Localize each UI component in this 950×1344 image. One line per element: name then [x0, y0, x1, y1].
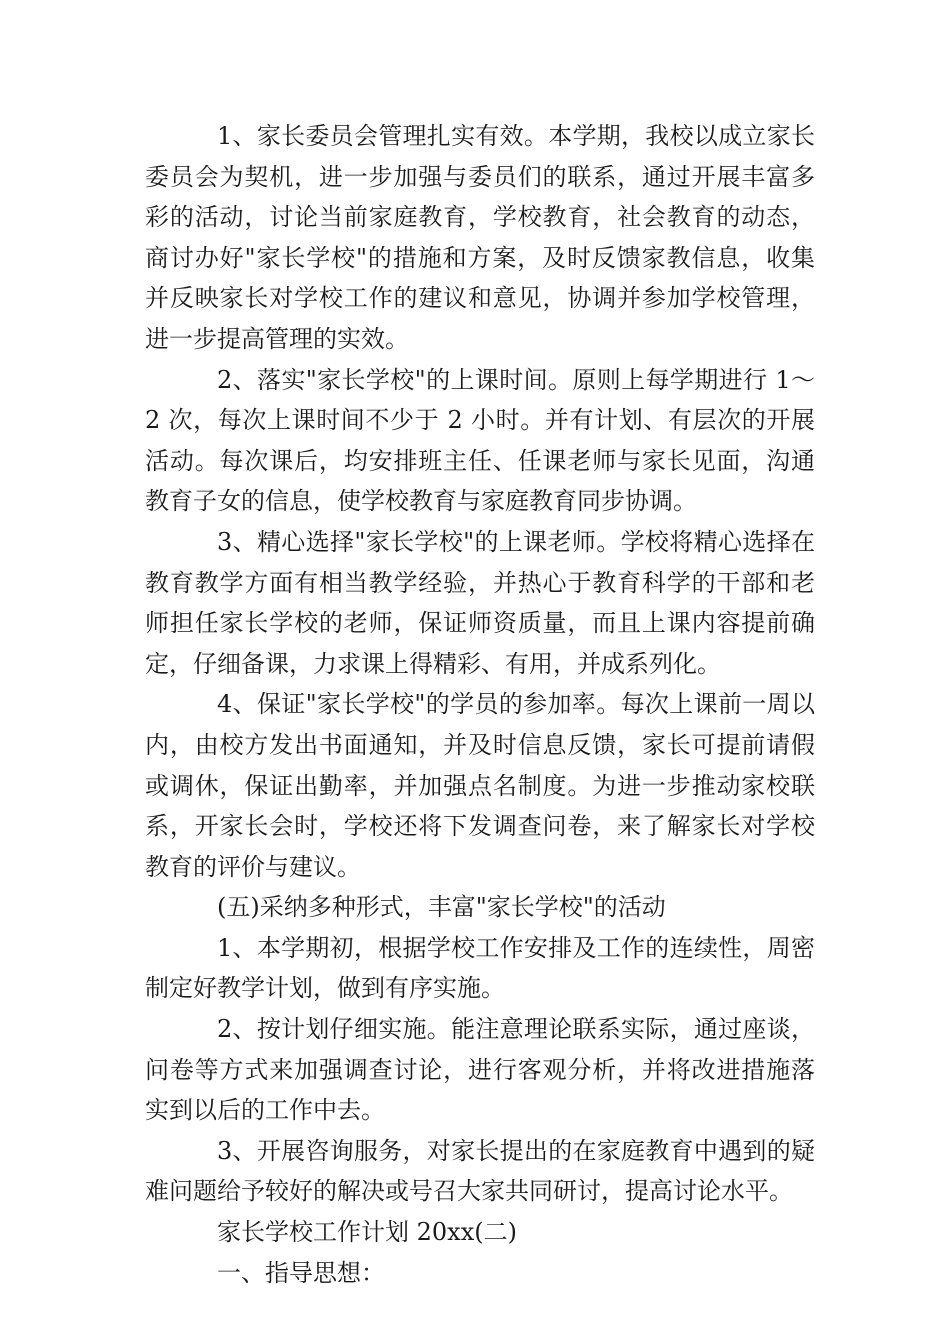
paragraph-attendance: 4、保证"家长学校"的学员的参加率。每次上课前一周以内，由校方发出书面通知，并及时信息反馈，家长可提前请假或调休，保证出勤率，并加强点名制度。为进一步推动家校联系，开家长会时，学校还将下发调查问卷，来了解家长对学校教育的评价与建议。 — [145, 690, 815, 881]
section-heading-activities: (五)采纳多种形式，丰富"家长学校"的活动 — [217, 893, 666, 922]
document-subtitle: 家长学校工作计划 20xx(二) — [217, 1218, 517, 1247]
paragraph-implementation: 2、按计划仔细实施。能注意理论联系实际，通过座谈，问卷等方式来加强调查讨论，进行客观分析，并将改进措施落实到以后的工作中去。 — [145, 1015, 815, 1125]
paragraph-consulting: 3、开展咨询服务，对家长提出的在家庭教育中遇到的疑难问题给予较好的解决或号召大家共同研讨，提高讨论水平。 — [145, 1136, 815, 1206]
paragraph-teacher-selection: 3、精心选择"家长学校"的上课老师。学校将精心选择在教育教学方面有相当教学经验，并热心于教育科学的干部和老师担任家长学校的老师，保证师资质量，而且上课内容提前确定，仔细备课，力求课上得精彩、有用，并成系列化。 — [145, 527, 815, 678]
section-heading-guiding-ideology: 一、指导思想： — [217, 1258, 385, 1287]
paragraph-teaching-plan: 1、本学期初，根据学校工作安排及工作的连续性，周密制定好教学计划，做到有序实施。 — [145, 933, 815, 1003]
paragraph-class-schedule: 2、落实"家长学校"的上课时间。原则上每学期进行 1～2 次，每次上课时间不少于 2 小时。并有计划、有层次的开展活动。每次课后，均安排班主任、任课老师与家长见面，沟通教育子女的信息，使学校教育与家庭教育同步协调。 — [145, 365, 815, 516]
document-body — [145, 116, 815, 1293]
paragraph-parent-committee: 1、家长委员会管理扎实有效。本学期，我校以成立家长委员会为契机，进一步加强与委员们的联系，通过开展丰富多彩的活动，讨论当前家庭教育，学校教育，社会教育的动态，商讨办好"家长学校"的措施和方案，及时反馈家教信息，收集并反映家长对学校工作的建议和意见，协调并参加学校管理，进一步提高管理的实效。 — [145, 122, 815, 353]
